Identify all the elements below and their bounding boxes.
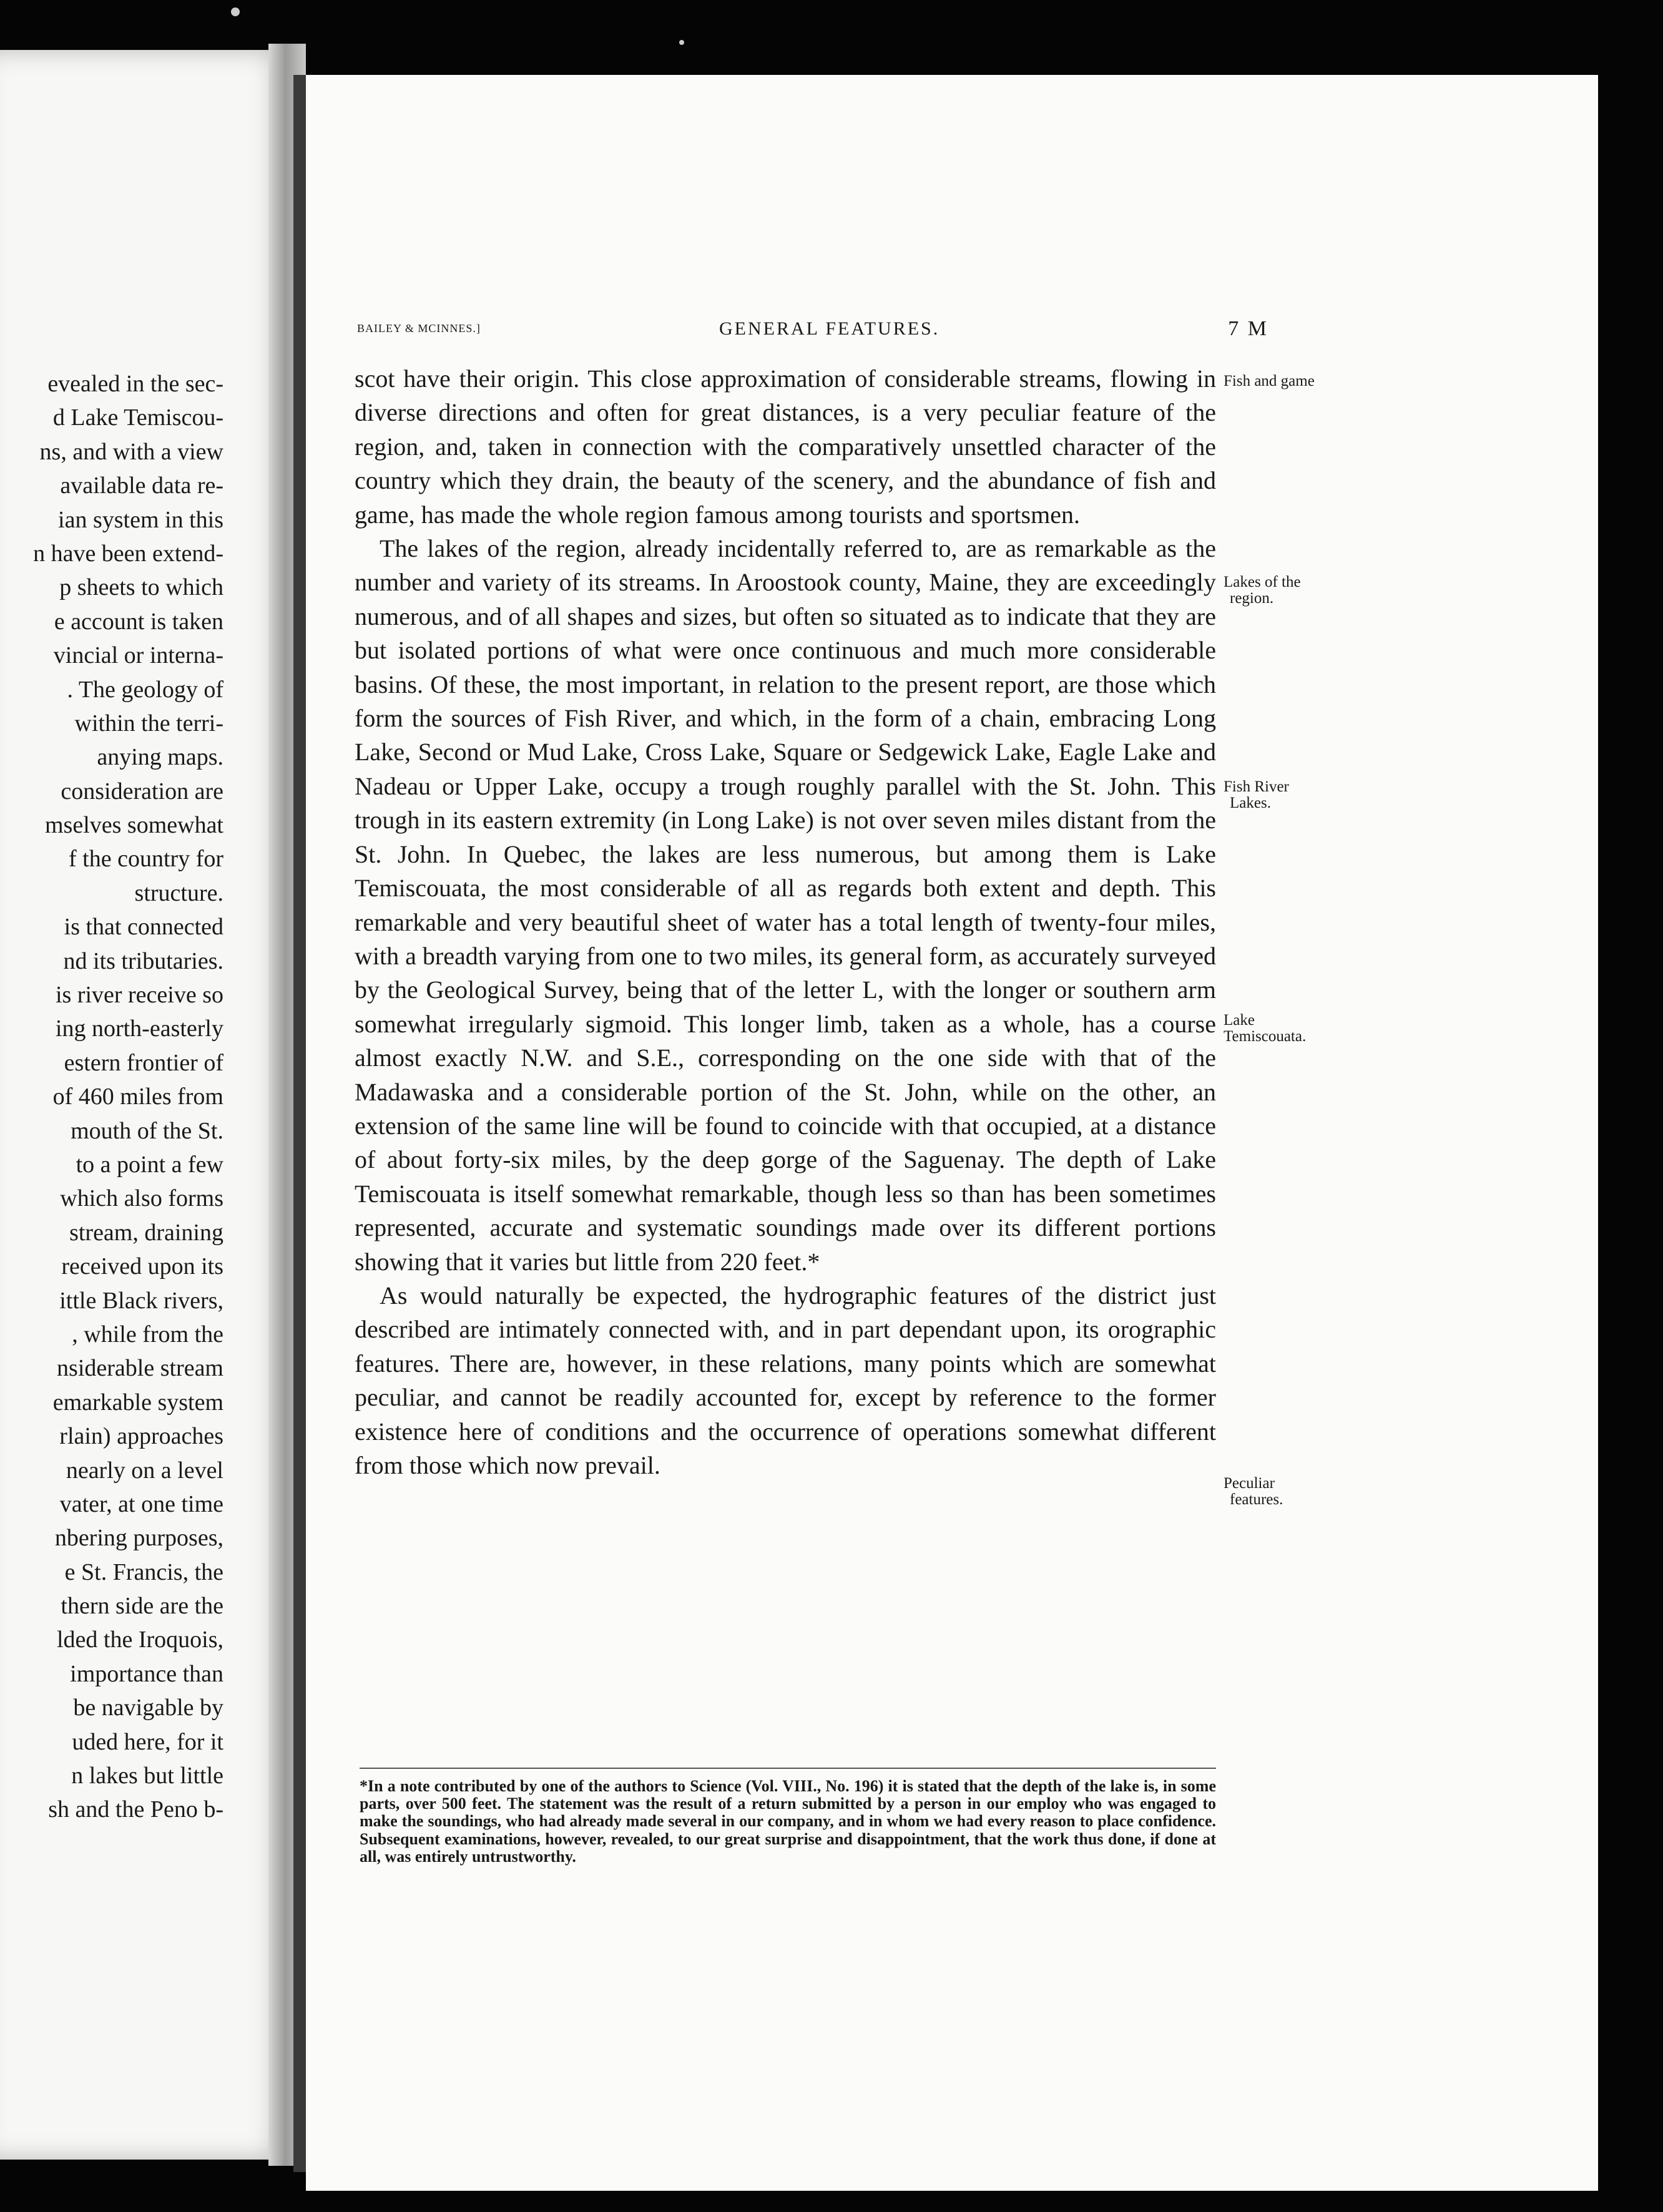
- previous-page-line: received upon its: [61, 1253, 223, 1280]
- margin-note-peculiar-features: [1224, 1475, 1283, 1508]
- previous-page-line: consideration are: [61, 778, 223, 805]
- margin-note-line: region.: [1230, 590, 1274, 607]
- margin-note-lake-temiscouata: [1224, 1012, 1306, 1045]
- previous-page-line: mouth of the St.: [71, 1117, 223, 1144]
- previous-page-line: uded here, for it: [72, 1728, 223, 1755]
- margin-note-fish-river: [1224, 779, 1289, 811]
- header-title: GENERAL FEATURES.: [719, 318, 940, 339]
- previous-page-line: n lakes but little: [71, 1763, 223, 1789]
- margin-note-line: Temiscouata.: [1224, 1028, 1307, 1045]
- previous-page-line: e St. Francis, the: [64, 1559, 223, 1585]
- previous-page-line: , while from the: [72, 1321, 223, 1348]
- header-authors: BAILEY & MCINNES.]: [357, 322, 481, 335]
- previous-page-line: . The geology of: [67, 676, 223, 703]
- margin-note-fish-game: [1224, 373, 1315, 389]
- margin-note-line: features.: [1230, 1491, 1283, 1508]
- page-number: 7 M: [1228, 317, 1268, 340]
- paragraph-3: As would naturally be expected, the hydrographic features of the district just described are intimately connected with, and in part dependant upon, its orographic features. There are, however, in these relations, many points which are somewhat peculiar, and cannot be readily accounted for, except by reference to the former existence here of conditions and the occurrence of operations somewhat different from those which now prevail.: [355, 1281, 1216, 1479]
- previous-page-line: ns, and with a view: [39, 438, 223, 465]
- previous-page-line: structure.: [134, 879, 223, 906]
- margin-note-line: Fish and game: [1224, 373, 1315, 389]
- previous-page-line: ittle Black rivers,: [59, 1287, 223, 1314]
- margin-note-line: Lakes.: [1230, 795, 1271, 811]
- page-gutter: [293, 75, 306, 2172]
- previous-page-line: anying maps.: [97, 744, 223, 771]
- margin-note-line: Lake: [1224, 1012, 1255, 1029]
- previous-page-line: sh and the Peno b-: [48, 1796, 223, 1823]
- previous-page-line: vincial or interna-: [53, 642, 223, 669]
- margin-note-line: Peculiar: [1224, 1475, 1275, 1492]
- previous-page-line: vater, at one time: [59, 1490, 223, 1517]
- previous-page-line: thern side are the: [61, 1593, 223, 1620]
- paragraph-1: scot have their origin. This close approximation of considerable streams, flowing in diverse directions and often for great distances, is a very peculiar feature of the region, and, taken in connection with the comparatively unsettled character of the country which they drain, the beauty of the scenery, and the abundance of fish and game, has made the whole region famous among tourists and sportsmen.: [355, 365, 1216, 529]
- previous-page-line: nd its tributaries.: [63, 947, 223, 974]
- margin-note-lakes-region: [1224, 574, 1301, 607]
- previous-page-line: of 460 miles from: [52, 1084, 223, 1110]
- previous-page-line: stream, draining: [69, 1219, 223, 1246]
- previous-page-line: within the terri-: [74, 710, 223, 737]
- current-page: [306, 75, 1598, 2191]
- previous-page-line: which also forms: [60, 1185, 223, 1212]
- footnote-rule: [360, 1768, 1216, 1769]
- previous-page-line: nsiderable stream: [57, 1355, 223, 1382]
- running-header: [357, 313, 1268, 351]
- body-text: [355, 362, 1216, 1482]
- margin-note-line: Lakes of the: [1224, 574, 1301, 590]
- previous-page-line: ian system in this: [58, 506, 223, 533]
- margin-note-line: Fish River: [1224, 778, 1289, 795]
- previous-page-line: lded the Iroquois,: [56, 1627, 223, 1653]
- previous-page-line: is that connected: [64, 914, 223, 941]
- previous-page-line: evealed in the sec-: [47, 371, 223, 397]
- paragraph-2: The lakes of the region, already incidentally referred to, are as remarkable as the number and variety of its streams. In Aroostook county, Maine, they are exceedingly numerous, and of all shapes and sizes, but often so situated as to indicate that they are but isolated portions of what were once continuous and much more considerable basins. Of these, the most important, in relation to the present report, are those which form the sources of Fish River, and which, in the form of a chain, embracing Long Lake, Second or Mud Lake, Cross Lake, Square or Sedgewick Lake, Eagle Lake and Nadeau or Upper Lake, occupy a trough roughly parallel with the St. John. This trough in its eastern extremity (in Long Lake) is not over seven miles distant from the St. John. In Quebec, the lakes are less numerous, but among them is Lake Temiscouata, the most considerable of all as regards both extent and depth. This remarkable and very beautiful sheet of water has a total length of twenty-four miles, with a breadth varying from one to two miles, its general form, as accurately surveyed by the Geological Survey, being that of the letter L, with the longer or southern arm somewhat irregularly sigmoid. This longer limb, taken as a whole, has a course almost exactly N.W. and S.E., corresponding on the one side with that of the Madawaska and a considerable portion of the St. John, while on the other, an extension of the same line will be found to coincide with that occupied, at a distance of about forty-six miles, by the deep gorge of the Saguenay. The depth of Lake Temiscouata is itself somewhat remarkable, though less so than has been sometimes represented, accurate and systematic soundings made over its different portions showing that it varies but little from 220 feet.*: [355, 534, 1216, 1276]
- previous-page-line: nearly on a level: [66, 1457, 223, 1484]
- previous-page-line: be navigable by: [73, 1695, 223, 1721]
- previous-page: [0, 50, 293, 2160]
- previous-page-line: p sheets to which: [59, 574, 223, 601]
- previous-page-line: n have been extend-: [33, 540, 223, 567]
- previous-page-line: d Lake Temiscou-: [52, 404, 223, 431]
- previous-page-line: emarkable system: [52, 1389, 223, 1416]
- scan-speck: [679, 40, 684, 45]
- previous-page-line: f the country for: [69, 846, 223, 873]
- previous-page-line: to a point a few: [76, 1151, 223, 1178]
- previous-page-line: ing north-easterly: [55, 1015, 223, 1042]
- previous-page-line: rlain) approaches: [59, 1423, 223, 1450]
- previous-page-line: importance than: [70, 1660, 223, 1687]
- previous-page-line: available data re-: [60, 472, 223, 499]
- previous-page-text: [0, 367, 223, 1827]
- previous-page-line: e account is taken: [54, 608, 223, 635]
- previous-page-line: estern frontier of: [64, 1049, 223, 1076]
- previous-page-line: is river receive so: [55, 982, 223, 1009]
- scan-speck: [231, 7, 240, 16]
- previous-page-line: mselves somewhat: [44, 812, 223, 839]
- previous-page-line: nbering purposes,: [54, 1525, 223, 1552]
- footnote: *In a note contributed by one of the authors to Science (Vol. VIII., No. 196) it is stated that the depth of the lake is, in some parts, over 500 feet. The statement was the result of a return submitted by a person in our employ who was engaged to make the soundings, who had already made several in our company, and in whom we had every reason to place confidence. Subsequent examinations, however, revealed, to our great surprise and disappointment, that the work thus done, if done at all, was entirely untrustworthy.: [360, 1777, 1216, 1866]
